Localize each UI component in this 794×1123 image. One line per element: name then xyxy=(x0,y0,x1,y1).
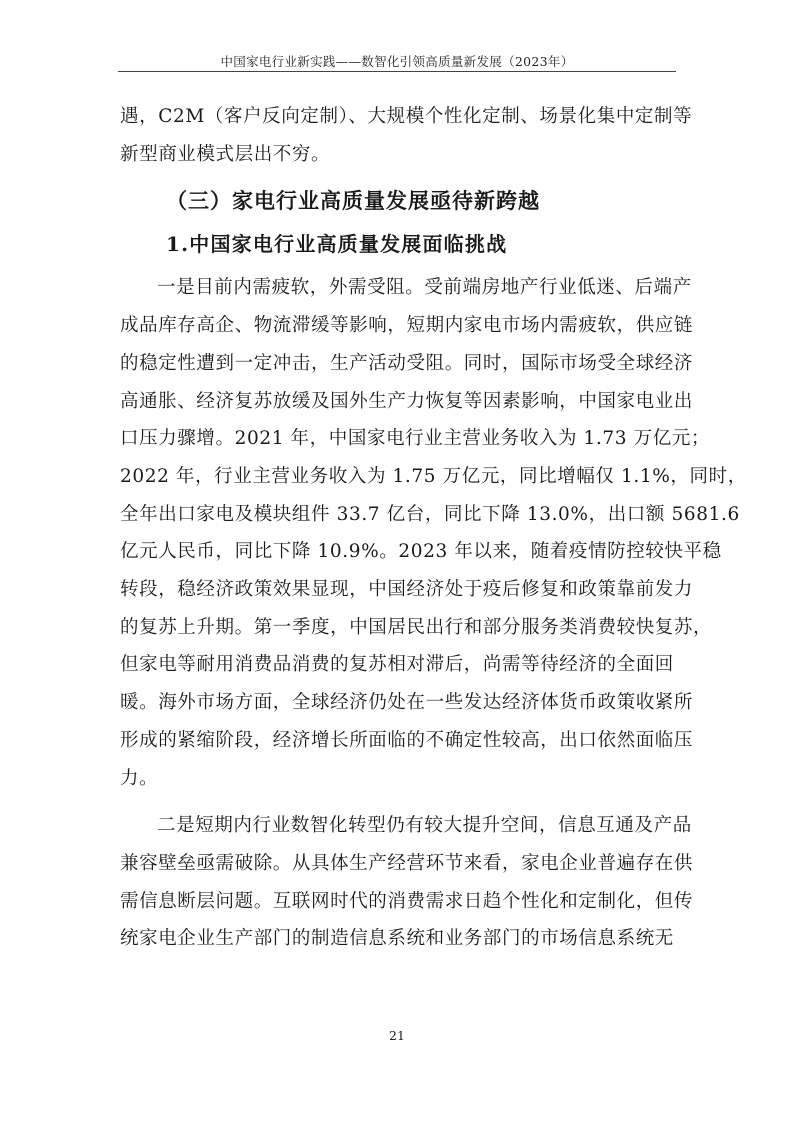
running-header: 中国家电行业新实践——数智化引领高质量新发展（2023年） xyxy=(220,54,574,69)
paragraph-line: 二是短期内行业数智化转型仍有较大提升空间，信息互通及产品 xyxy=(157,815,692,837)
paragraph-line: 亿元人民币，同比下降 10.9%。2023 年以来，随着疫情防控较快平稳 xyxy=(120,541,722,563)
paragraph-line: 暖。海外市场方面，全球经济仍处在一些发达经济体货币政策收紧所 xyxy=(120,692,694,714)
paragraph-line: 的复苏上升期。第一季度，中国居民出行和部分服务类消费较快复苏， xyxy=(120,616,713,638)
paragraph-line: 遇，C2M（客户反向定制）、大规模个性化定制、场景化集中定制等 xyxy=(120,106,693,127)
paragraph-line: 但家电等耐用消费品消费的复苏相对滞后，尚需等待经济的全面回 xyxy=(120,654,674,676)
paragraph-line: 的稳定性遭到一定冲击，生产活动受阻。同时，国际市场受全球经济 xyxy=(120,352,694,374)
paragraph-line: 新型商业模式层出不穷。 xyxy=(120,143,331,165)
paragraph-line: 全年出口家电及模块组件 33.7 亿台，同比下降 13.0%，出口额 5681.6 xyxy=(120,503,740,525)
paragraph-line: 兼容壁垒亟需破除。从具体生产经营环节来看，家电企业普遍存在供 xyxy=(120,852,694,874)
paragraph-line: 形成的紧缩阶段，经济增长所面临的不确定性较高，出口依然面临压 xyxy=(120,729,694,751)
paragraph-challenges-digital xyxy=(120,807,694,958)
page-number: 21 xyxy=(389,1028,405,1043)
paragraph-line: 成品库存高企、物流滞缓等影响，短期内家电市场内需疲软，供应链 xyxy=(120,315,694,337)
paragraph-challenges-demand xyxy=(120,269,747,797)
document-body xyxy=(120,98,747,958)
intro-paragraph xyxy=(120,98,693,173)
paragraph-line: 力。 xyxy=(120,767,159,789)
paragraph-line: 2022 年，行业主营业务收入为 1.75 万亿元，同比增幅仅 1.1%，同时， xyxy=(120,465,747,487)
header-divider xyxy=(118,71,676,72)
paragraph-line: 一是目前内需疲软，外需受阻。受前端房地产行业低迷、后端产 xyxy=(157,277,692,299)
section-heading: （三）家电行业高质量发展亟待新跨越 xyxy=(166,189,540,214)
paragraph-line: 口压力骤增。2021 年，中国家电行业主营业务收入为 1.73 万亿元； xyxy=(120,428,711,450)
sub-heading: 1.中国家电行业高质量发展面临挑战 xyxy=(166,232,508,257)
paragraph-line: 需信息断层问题。互联网时代的消费需求日趋个性化和定制化，但传 xyxy=(120,890,694,912)
paragraph-line: 高通胀、经济复苏放缓及国外生产力恢复等因素影响，中国家电业出 xyxy=(120,390,694,412)
paragraph-line: 统家电企业生产部门的制造信息系统和业务部门的市场信息系统无 xyxy=(120,928,674,950)
paragraph-line: 转段，稳经济政策效果显现，中国经济处于疫后修复和政策靠前发力 xyxy=(120,579,694,601)
